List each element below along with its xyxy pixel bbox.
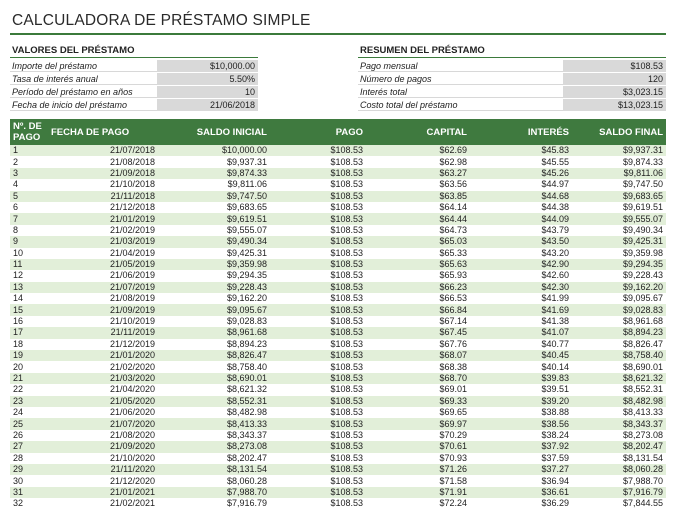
cell-closing-balance[interactable]: $9,162.20 — [572, 282, 666, 293]
cell-principal[interactable]: $65.33 — [366, 248, 470, 259]
cell-payment-date[interactable]: 21/09/2018 — [48, 168, 158, 179]
cell-principal[interactable]: $67.76 — [366, 339, 470, 350]
cell-interest[interactable]: $39.83 — [470, 373, 572, 384]
table-row — [10, 430, 666, 441]
cell-opening-balance[interactable]: $8,343.37 — [158, 430, 270, 441]
cell-payment-date[interactable]: 21/10/2019 — [48, 316, 158, 327]
table-row — [10, 202, 666, 213]
cell-payment[interactable]: $108.53 — [270, 487, 366, 498]
cell-payment-date[interactable]: 21/08/2020 — [48, 430, 158, 441]
cell-payment[interactable]: $108.53 — [270, 464, 366, 475]
cell-payment[interactable]: $108.53 — [270, 418, 366, 429]
loan-summary-row — [358, 99, 666, 112]
table-row — [10, 407, 666, 418]
cell-payment-number[interactable]: 26 — [10, 430, 48, 441]
cell-opening-balance[interactable]: $8,961.68 — [158, 327, 270, 338]
cell-principal[interactable]: $66.53 — [366, 293, 470, 304]
cell-payment-number[interactable]: 2 — [10, 156, 48, 167]
cell-payment-date[interactable]: 21/12/2018 — [48, 202, 158, 213]
cell-payment-date[interactable]: 21/07/2020 — [48, 418, 158, 429]
table-row — [10, 156, 666, 167]
cell-interest[interactable]: $42.30 — [470, 282, 572, 293]
cell-payment[interactable]: $108.53 — [270, 361, 366, 372]
table-row — [10, 259, 666, 270]
table-row — [10, 441, 666, 452]
cell-opening-balance[interactable]: $8,060.28 — [158, 475, 270, 486]
cell-interest[interactable]: $42.90 — [470, 259, 572, 270]
cell-opening-balance[interactable]: $9,619.51 — [158, 213, 270, 224]
title-divider — [10, 33, 666, 35]
start-date-input[interactable]: 21/06/2018 — [157, 99, 258, 111]
cell-principal[interactable]: $64.44 — [366, 213, 470, 224]
cell-closing-balance[interactable]: $8,202.47 — [572, 441, 666, 452]
cell-payment-date[interactable]: 21/02/2019 — [48, 225, 158, 236]
cell-payment-number[interactable]: 12 — [10, 270, 48, 281]
cell-principal[interactable]: $62.98 — [366, 156, 470, 167]
table-row — [10, 498, 666, 509]
cell-interest[interactable]: $45.26 — [470, 168, 572, 179]
table-row — [10, 487, 666, 498]
cell-interest[interactable]: $44.97 — [470, 179, 572, 190]
table-row — [10, 248, 666, 259]
cell-closing-balance[interactable]: $9,228.43 — [572, 270, 666, 281]
cell-payment-date[interactable]: 21/01/2019 — [48, 213, 158, 224]
cell-payment[interactable]: $108.53 — [270, 270, 366, 281]
cell-principal[interactable]: $67.45 — [366, 327, 470, 338]
cell-principal[interactable]: $63.27 — [366, 168, 470, 179]
cell-payment[interactable]: $108.53 — [270, 248, 366, 259]
cell-interest[interactable]: $45.83 — [470, 145, 572, 156]
cell-payment-number[interactable]: 1 — [10, 145, 48, 156]
cell-closing-balance[interactable]: $9,490.34 — [572, 225, 666, 236]
cell-closing-balance[interactable]: $8,894.23 — [572, 327, 666, 338]
monthly-payment-label: Pago mensual — [358, 60, 563, 72]
cell-payment-number[interactable]: 21 — [10, 373, 48, 384]
cell-opening-balance[interactable]: $8,552.31 — [158, 396, 270, 407]
cell-payment[interactable]: $108.53 — [270, 168, 366, 179]
cell-opening-balance[interactable]: $9,683.65 — [158, 202, 270, 213]
cell-payment-date[interactable]: 21/04/2019 — [48, 248, 158, 259]
cell-interest[interactable]: $37.92 — [470, 441, 572, 452]
cell-payment-date[interactable]: 21/05/2020 — [48, 396, 158, 407]
cell-closing-balance[interactable]: $7,988.70 — [572, 475, 666, 486]
cell-opening-balance[interactable]: $8,621.32 — [158, 384, 270, 395]
cell-principal[interactable]: $69.33 — [366, 396, 470, 407]
cell-payment[interactable]: $108.53 — [270, 282, 366, 293]
loan-amount-label: Importe del préstamo — [10, 60, 157, 72]
cell-payment-date[interactable]: 21/06/2020 — [48, 407, 158, 418]
col-header-principal[interactable]: CAPITAL — [366, 119, 470, 145]
table-row — [10, 327, 666, 338]
payment-count-value: 120 — [563, 73, 666, 85]
table-row — [10, 145, 666, 156]
cell-interest[interactable]: $40.14 — [470, 361, 572, 372]
cell-principal[interactable]: $70.29 — [366, 430, 470, 441]
cell-payment[interactable]: $108.53 — [270, 373, 366, 384]
cell-closing-balance[interactable]: $8,826.47 — [572, 339, 666, 350]
cell-principal[interactable]: $66.84 — [366, 304, 470, 315]
cell-payment-date[interactable]: 21/06/2019 — [48, 270, 158, 281]
cell-interest[interactable]: $39.20 — [470, 396, 572, 407]
cell-principal[interactable]: $69.97 — [366, 418, 470, 429]
cell-opening-balance[interactable]: $9,228.43 — [158, 282, 270, 293]
table-row — [10, 350, 666, 361]
cell-payment-date[interactable]: 21/09/2020 — [48, 441, 158, 452]
cell-principal[interactable]: $63.85 — [366, 191, 470, 202]
cell-interest[interactable]: $40.45 — [470, 350, 572, 361]
cell-payment-number[interactable]: 28 — [10, 453, 48, 464]
cell-payment[interactable]: $108.53 — [270, 384, 366, 395]
table-row — [10, 168, 666, 179]
cell-payment-number[interactable]: 23 — [10, 396, 48, 407]
cell-closing-balance[interactable]: $8,961.68 — [572, 316, 666, 327]
col-header-payment-number[interactable]: Nº. DE PAGO — [10, 119, 48, 145]
cell-opening-balance[interactable]: $9,555.07 — [158, 225, 270, 236]
cell-interest[interactable]: $40.77 — [470, 339, 572, 350]
cell-payment[interactable]: $108.53 — [270, 259, 366, 270]
cell-payment-number[interactable]: 31 — [10, 487, 48, 498]
cell-closing-balance[interactable]: $8,621.32 — [572, 373, 666, 384]
cell-interest[interactable]: $43.20 — [470, 248, 572, 259]
loan-value-row — [10, 73, 258, 86]
cell-opening-balance[interactable]: $9,425.31 — [158, 248, 270, 259]
cell-payment-number[interactable]: 27 — [10, 441, 48, 452]
cell-payment[interactable]: $108.53 — [270, 350, 366, 361]
cell-payment-number[interactable]: 5 — [10, 191, 48, 202]
cell-principal[interactable]: $70.61 — [366, 441, 470, 452]
total-cost-label: Costo total del préstamo — [358, 99, 563, 111]
cell-interest[interactable]: $38.24 — [470, 430, 572, 441]
cell-closing-balance[interactable]: $9,683.65 — [572, 191, 666, 202]
cell-payment-date[interactable]: 21/04/2020 — [48, 384, 158, 395]
cell-closing-balance[interactable]: $8,343.37 — [572, 418, 666, 429]
total-cost-value: $13,023.15 — [563, 99, 666, 111]
cell-payment[interactable]: $108.53 — [270, 430, 366, 441]
table-row — [10, 464, 666, 475]
cell-payment[interactable]: $108.53 — [270, 236, 366, 247]
cell-payment-number[interactable]: 16 — [10, 316, 48, 327]
start-date-label: Fecha de inicio del préstamo — [10, 99, 157, 111]
cell-principal[interactable]: $67.14 — [366, 316, 470, 327]
cell-opening-balance[interactable]: $8,826.47 — [158, 350, 270, 361]
table-row — [10, 270, 666, 281]
cell-interest[interactable]: $44.38 — [470, 202, 572, 213]
cell-closing-balance[interactable]: $8,482.98 — [572, 396, 666, 407]
cell-principal[interactable]: $69.65 — [366, 407, 470, 418]
cell-interest[interactable]: $45.55 — [470, 156, 572, 167]
cell-payment[interactable]: $108.53 — [270, 327, 366, 338]
table-row — [10, 384, 666, 395]
cell-payment-date[interactable]: 21/12/2020 — [48, 475, 158, 486]
cell-opening-balance[interactable]: $9,095.67 — [158, 304, 270, 315]
cell-interest[interactable]: $43.79 — [470, 225, 572, 236]
cell-payment-number[interactable]: 30 — [10, 475, 48, 486]
cell-interest[interactable]: $41.07 — [470, 327, 572, 338]
cell-principal[interactable]: $71.26 — [366, 464, 470, 475]
cell-closing-balance[interactable]: $8,552.31 — [572, 384, 666, 395]
cell-principal[interactable]: $69.01 — [366, 384, 470, 395]
cell-closing-balance[interactable]: $9,747.50 — [572, 179, 666, 190]
cell-closing-balance[interactable]: $9,425.31 — [572, 236, 666, 247]
cell-closing-balance[interactable]: $9,874.33 — [572, 156, 666, 167]
cell-closing-balance[interactable]: $9,555.07 — [572, 213, 666, 224]
cell-payment-date[interactable]: 21/07/2019 — [48, 282, 158, 293]
cell-payment[interactable]: $108.53 — [270, 475, 366, 486]
cell-payment-number[interactable]: 11 — [10, 259, 48, 270]
cell-principal[interactable]: $71.91 — [366, 487, 470, 498]
cell-interest[interactable]: $36.94 — [470, 475, 572, 486]
cell-principal[interactable]: $68.70 — [366, 373, 470, 384]
cell-payment-date[interactable]: 21/08/2019 — [48, 293, 158, 304]
cell-opening-balance[interactable]: $9,874.33 — [158, 168, 270, 179]
table-row — [10, 361, 666, 372]
loan-summary-block — [358, 44, 666, 112]
cell-payment-date[interactable]: 21/07/2018 — [48, 145, 158, 156]
cell-payment-number[interactable]: 24 — [10, 407, 48, 418]
table-row — [10, 282, 666, 293]
cell-payment[interactable]: $108.53 — [270, 407, 366, 418]
cell-opening-balance[interactable]: $9,359.98 — [158, 259, 270, 270]
cell-opening-balance[interactable]: $9,294.35 — [158, 270, 270, 281]
cell-interest[interactable]: $38.88 — [470, 407, 572, 418]
cell-interest[interactable]: $44.68 — [470, 191, 572, 202]
cell-opening-balance[interactable]: $9,747.50 — [158, 191, 270, 202]
cell-opening-balance[interactable]: $8,894.23 — [158, 339, 270, 350]
table-row — [10, 236, 666, 247]
cell-principal[interactable]: $65.63 — [366, 259, 470, 270]
col-header-payment[interactable]: PAGO — [270, 119, 366, 145]
page-title: CALCULADORA DE PRÉSTAMO SIMPLE — [12, 12, 311, 29]
cell-payment-number[interactable]: 6 — [10, 202, 48, 213]
loan-value-row — [10, 99, 258, 112]
amortization-table-body — [10, 145, 666, 510]
loan-value-row — [10, 86, 258, 99]
table-row — [10, 373, 666, 384]
interest-rate-input[interactable]: 5.50% — [157, 73, 258, 85]
cell-opening-balance[interactable]: $8,202.47 — [158, 453, 270, 464]
cell-payment-date[interactable]: 21/11/2019 — [48, 327, 158, 338]
cell-payment-number[interactable]: 18 — [10, 339, 48, 350]
cell-opening-balance[interactable]: $9,028.83 — [158, 316, 270, 327]
interest-rate-label: Tasa de interés anual — [10, 73, 157, 85]
cell-interest[interactable]: $39.51 — [470, 384, 572, 395]
cell-opening-balance[interactable]: $10,000.00 — [158, 145, 270, 156]
loan-values-heading: VALORES DEL PRÉSTAMO — [10, 44, 258, 58]
cell-payment-date[interactable]: 21/10/2018 — [48, 179, 158, 190]
cell-payment-number[interactable]: 20 — [10, 361, 48, 372]
cell-interest[interactable]: $36.29 — [470, 498, 572, 509]
cell-payment[interactable]: $108.53 — [270, 441, 366, 452]
table-row — [10, 339, 666, 350]
cell-payment[interactable]: $108.53 — [270, 213, 366, 224]
amortization-table-wrap — [10, 119, 666, 510]
cell-payment-number[interactable]: 25 — [10, 418, 48, 429]
cell-closing-balance[interactable]: $9,294.35 — [572, 259, 666, 270]
col-header-closing-balance[interactable]: SALDO FINAL — [572, 119, 666, 145]
cell-closing-balance[interactable]: $9,359.98 — [572, 248, 666, 259]
table-row — [10, 179, 666, 190]
cell-payment-date[interactable]: 21/10/2020 — [48, 453, 158, 464]
cell-payment[interactable]: $108.53 — [270, 156, 366, 167]
table-row — [10, 418, 666, 429]
cell-closing-balance[interactable]: $9,937.31 — [572, 145, 666, 156]
cell-interest[interactable]: $37.59 — [470, 453, 572, 464]
cell-payment-date[interactable]: 21/03/2019 — [48, 236, 158, 247]
table-row — [10, 316, 666, 327]
cell-opening-balance[interactable]: $8,758.40 — [158, 361, 270, 372]
cell-opening-balance[interactable]: $9,162.20 — [158, 293, 270, 304]
cell-opening-balance[interactable]: $8,131.54 — [158, 464, 270, 475]
cell-principal[interactable]: $65.03 — [366, 236, 470, 247]
cell-payment[interactable]: $108.53 — [270, 316, 366, 327]
cell-principal[interactable]: $68.07 — [366, 350, 470, 361]
cell-payment-date[interactable]: 21/11/2020 — [48, 464, 158, 475]
cell-closing-balance[interactable]: $9,028.83 — [572, 304, 666, 315]
cell-payment-number[interactable]: 22 — [10, 384, 48, 395]
cell-payment-number[interactable]: 14 — [10, 293, 48, 304]
cell-payment-date[interactable]: 21/02/2020 — [48, 361, 158, 372]
cell-payment-date[interactable]: 21/05/2019 — [48, 259, 158, 270]
cell-payment-date[interactable]: 21/01/2021 — [48, 487, 158, 498]
cell-interest[interactable]: $43.50 — [470, 236, 572, 247]
cell-closing-balance[interactable]: $9,095.67 — [572, 293, 666, 304]
cell-opening-balance[interactable]: $7,916.79 — [158, 498, 270, 509]
table-row — [10, 213, 666, 224]
cell-payment-number[interactable]: 8 — [10, 225, 48, 236]
cell-payment-number[interactable]: 7 — [10, 213, 48, 224]
cell-principal[interactable]: $62.69 — [366, 145, 470, 156]
cell-payment[interactable]: $108.53 — [270, 339, 366, 350]
total-interest-value: $3,023.15 — [563, 86, 666, 98]
cell-closing-balance[interactable]: $9,619.51 — [572, 202, 666, 213]
cell-payment[interactable]: $108.53 — [270, 225, 366, 236]
cell-closing-balance[interactable]: $7,844.55 — [572, 498, 666, 509]
cell-closing-balance[interactable]: $8,413.33 — [572, 407, 666, 418]
cell-opening-balance[interactable]: $8,273.08 — [158, 441, 270, 452]
cell-opening-balance[interactable]: $8,690.01 — [158, 373, 270, 384]
cell-payment-date[interactable]: 21/12/2019 — [48, 339, 158, 350]
loan-amount-input[interactable]: $10,000.00 — [157, 60, 258, 72]
cell-principal[interactable]: $68.38 — [366, 361, 470, 372]
cell-payment[interactable]: $108.53 — [270, 145, 366, 156]
table-row — [10, 396, 666, 407]
cell-payment-number[interactable]: 17 — [10, 327, 48, 338]
cell-payment[interactable]: $108.53 — [270, 304, 366, 315]
cell-payment-date[interactable]: 21/09/2019 — [48, 304, 158, 315]
col-header-opening-balance[interactable]: SALDO INICIAL — [158, 119, 270, 145]
cell-payment[interactable]: $108.53 — [270, 453, 366, 464]
cell-payment-number[interactable]: 9 — [10, 236, 48, 247]
col-header-payment-date[interactable]: FECHA DE PAGO — [48, 119, 158, 145]
cell-payment-number[interactable]: 13 — [10, 282, 48, 293]
cell-principal[interactable]: $64.14 — [366, 202, 470, 213]
cell-interest[interactable]: $41.69 — [470, 304, 572, 315]
cell-closing-balance[interactable]: $8,131.54 — [572, 453, 666, 464]
cell-interest[interactable]: $36.61 — [470, 487, 572, 498]
cell-interest[interactable]: $38.56 — [470, 418, 572, 429]
cell-payment[interactable]: $108.53 — [270, 179, 366, 190]
payment-count-label: Número de pagos — [358, 73, 563, 85]
cell-closing-balance[interactable]: $8,060.28 — [572, 464, 666, 475]
cell-closing-balance[interactable]: $8,273.08 — [572, 430, 666, 441]
cell-payment[interactable]: $108.53 — [270, 498, 366, 509]
table-row — [10, 304, 666, 315]
table-row — [10, 191, 666, 202]
cell-payment[interactable]: $108.53 — [270, 396, 366, 407]
cell-payment[interactable]: $108.53 — [270, 191, 366, 202]
cell-closing-balance[interactable]: $8,690.01 — [572, 361, 666, 372]
cell-closing-balance[interactable]: $8,758.40 — [572, 350, 666, 361]
cell-payment-number[interactable]: 29 — [10, 464, 48, 475]
cell-closing-balance[interactable]: $7,916.79 — [572, 487, 666, 498]
cell-interest[interactable]: $41.99 — [470, 293, 572, 304]
loan-values-block — [10, 44, 258, 112]
cell-payment-date[interactable]: 21/01/2020 — [48, 350, 158, 361]
cell-interest[interactable]: $41.38 — [470, 316, 572, 327]
table-row — [10, 453, 666, 464]
cell-closing-balance[interactable]: $9,811.06 — [572, 168, 666, 179]
cell-payment-number[interactable]: 3 — [10, 168, 48, 179]
monthly-payment-value: $108.53 — [563, 60, 666, 72]
loan-summary-row — [358, 60, 666, 73]
loan-summary-row — [358, 86, 666, 99]
cell-opening-balance[interactable]: $9,490.34 — [158, 236, 270, 247]
cell-payment-number[interactable]: 19 — [10, 350, 48, 361]
col-header-interest[interactable]: INTERÉS — [470, 119, 572, 145]
cell-principal[interactable]: $70.93 — [366, 453, 470, 464]
cell-principal[interactable]: $72.24 — [366, 498, 470, 509]
table-row — [10, 475, 666, 486]
cell-payment[interactable]: $108.53 — [270, 293, 366, 304]
cell-payment-number[interactable]: 15 — [10, 304, 48, 315]
table-row — [10, 293, 666, 304]
loan-summary-heading: RESUMEN DEL PRÉSTAMO — [358, 44, 666, 58]
cell-principal[interactable]: $63.56 — [366, 179, 470, 190]
cell-payment-number[interactable]: 4 — [10, 179, 48, 190]
cell-payment-number[interactable]: 32 — [10, 498, 48, 509]
cell-interest[interactable]: $42.60 — [470, 270, 572, 281]
cell-opening-balance[interactable]: $9,811.06 — [158, 179, 270, 190]
loan-period-label: Período del préstamo en años — [10, 86, 157, 98]
total-interest-label: Interés total — [358, 86, 563, 98]
loan-value-row — [10, 60, 258, 73]
table-header-row — [10, 119, 666, 145]
cell-opening-balance[interactable]: $8,413.33 — [158, 418, 270, 429]
cell-interest[interactable]: $44.09 — [470, 213, 572, 224]
cell-principal[interactable]: $64.73 — [366, 225, 470, 236]
cell-principal[interactable]: $66.23 — [366, 282, 470, 293]
loan-summary-row — [358, 73, 666, 86]
cell-payment-date[interactable]: 21/03/2020 — [48, 373, 158, 384]
loan-period-input[interactable]: 10 — [157, 86, 258, 98]
cell-opening-balance[interactable]: $7,988.70 — [158, 487, 270, 498]
cell-payment-date[interactable]: 21/08/2018 — [48, 156, 158, 167]
cell-payment-number[interactable]: 10 — [10, 248, 48, 259]
cell-interest[interactable]: $37.27 — [470, 464, 572, 475]
cell-payment[interactable]: $108.53 — [270, 202, 366, 213]
table-row — [10, 225, 666, 236]
amortization-table — [10, 119, 666, 510]
cell-payment-date[interactable]: 21/11/2018 — [48, 191, 158, 202]
cell-principal[interactable]: $71.58 — [366, 475, 470, 486]
cell-opening-balance[interactable]: $9,937.31 — [158, 156, 270, 167]
cell-payment-date[interactable]: 21/02/2021 — [48, 498, 158, 509]
cell-principal[interactable]: $65.93 — [366, 270, 470, 281]
cell-opening-balance[interactable]: $8,482.98 — [158, 407, 270, 418]
